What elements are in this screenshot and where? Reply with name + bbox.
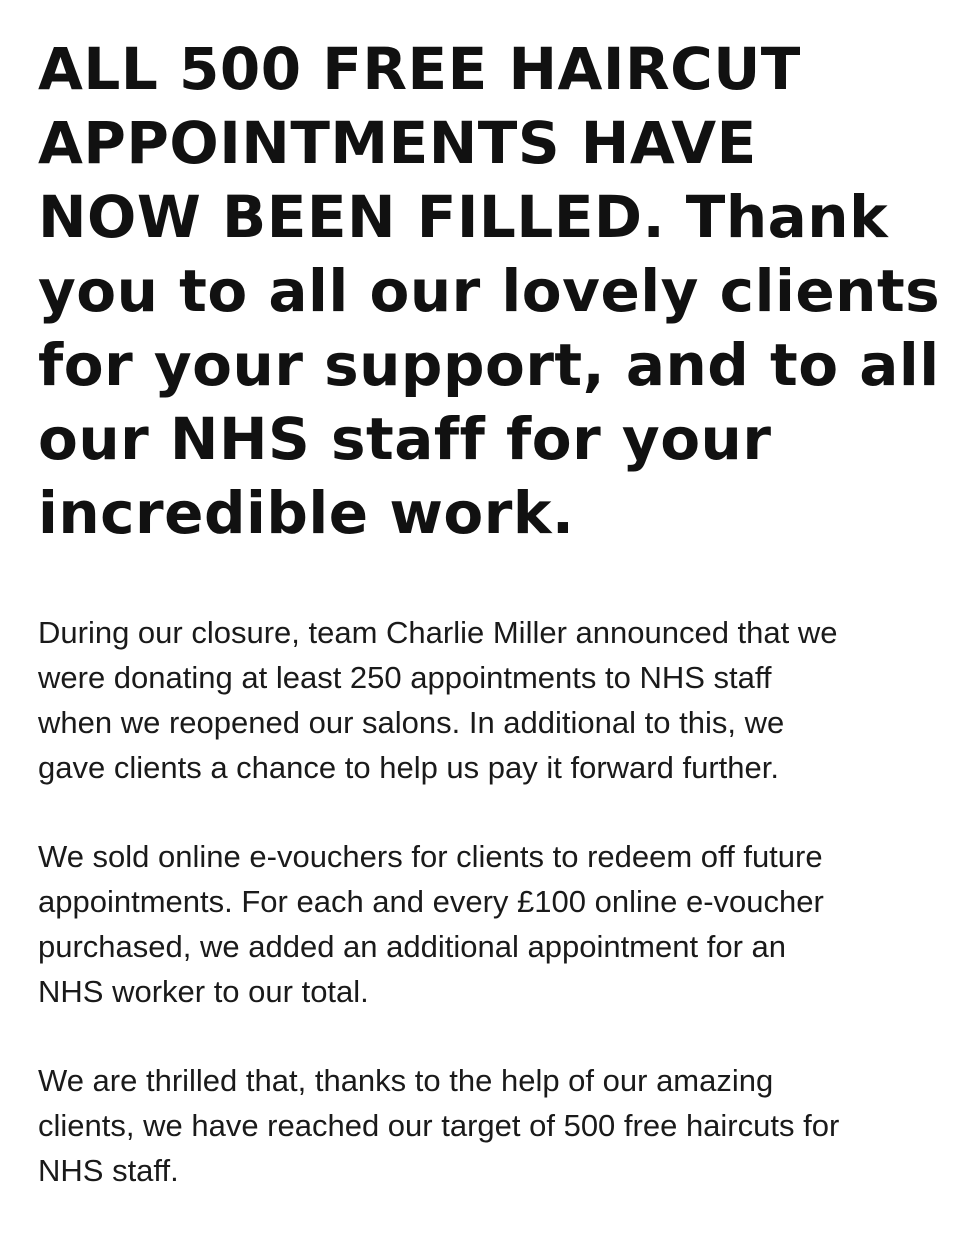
headline — [38, 32, 941, 550]
paragraph-line: appointments. For each and every £100 online e-voucher — [38, 884, 824, 919]
announcement-page — [38, 32, 941, 1237]
headline-line: NOW BEEN FILLED. Thank — [38, 183, 889, 251]
headline-line: incredible work. — [38, 479, 575, 547]
paragraph-line: NHS staff. — [38, 1153, 179, 1188]
paragraph-closure-announcement — [38, 610, 938, 790]
headline-line: APPOINTMENTS HAVE — [38, 109, 757, 177]
paragraph-line: We sold online e-vouchers for clients to redeem off future — [38, 839, 823, 874]
headline-line: for your support, and to all — [38, 331, 940, 399]
headline-line: you to all our lovely clients — [38, 257, 941, 325]
body-text — [38, 610, 938, 1193]
paragraph-line: gave clients a chance to help us pay it forward further. — [38, 750, 779, 785]
headline-line: ALL 500 FREE HAIRCUT — [38, 35, 801, 103]
paragraph-target-reached — [38, 1058, 938, 1193]
paragraph-line: We are thrilled that, thanks to the help of our amazing — [38, 1063, 774, 1098]
paragraph-line: were donating at least 250 appointments to NHS staff — [38, 660, 772, 695]
paragraph-line: NHS worker to our total. — [38, 974, 369, 1009]
paragraph-e-vouchers — [38, 834, 938, 1014]
paragraph-line: clients, we have reached our target of 500 free haircuts for — [38, 1108, 840, 1143]
paragraph-line: when we reopened our salons. In additional to this, we — [38, 705, 785, 740]
paragraph-line: purchased, we added an additional appointment for an — [38, 929, 786, 964]
paragraph-line: During our closure, team Charlie Miller announced that we — [38, 615, 838, 650]
headline-line: our NHS staff for your — [38, 405, 772, 473]
